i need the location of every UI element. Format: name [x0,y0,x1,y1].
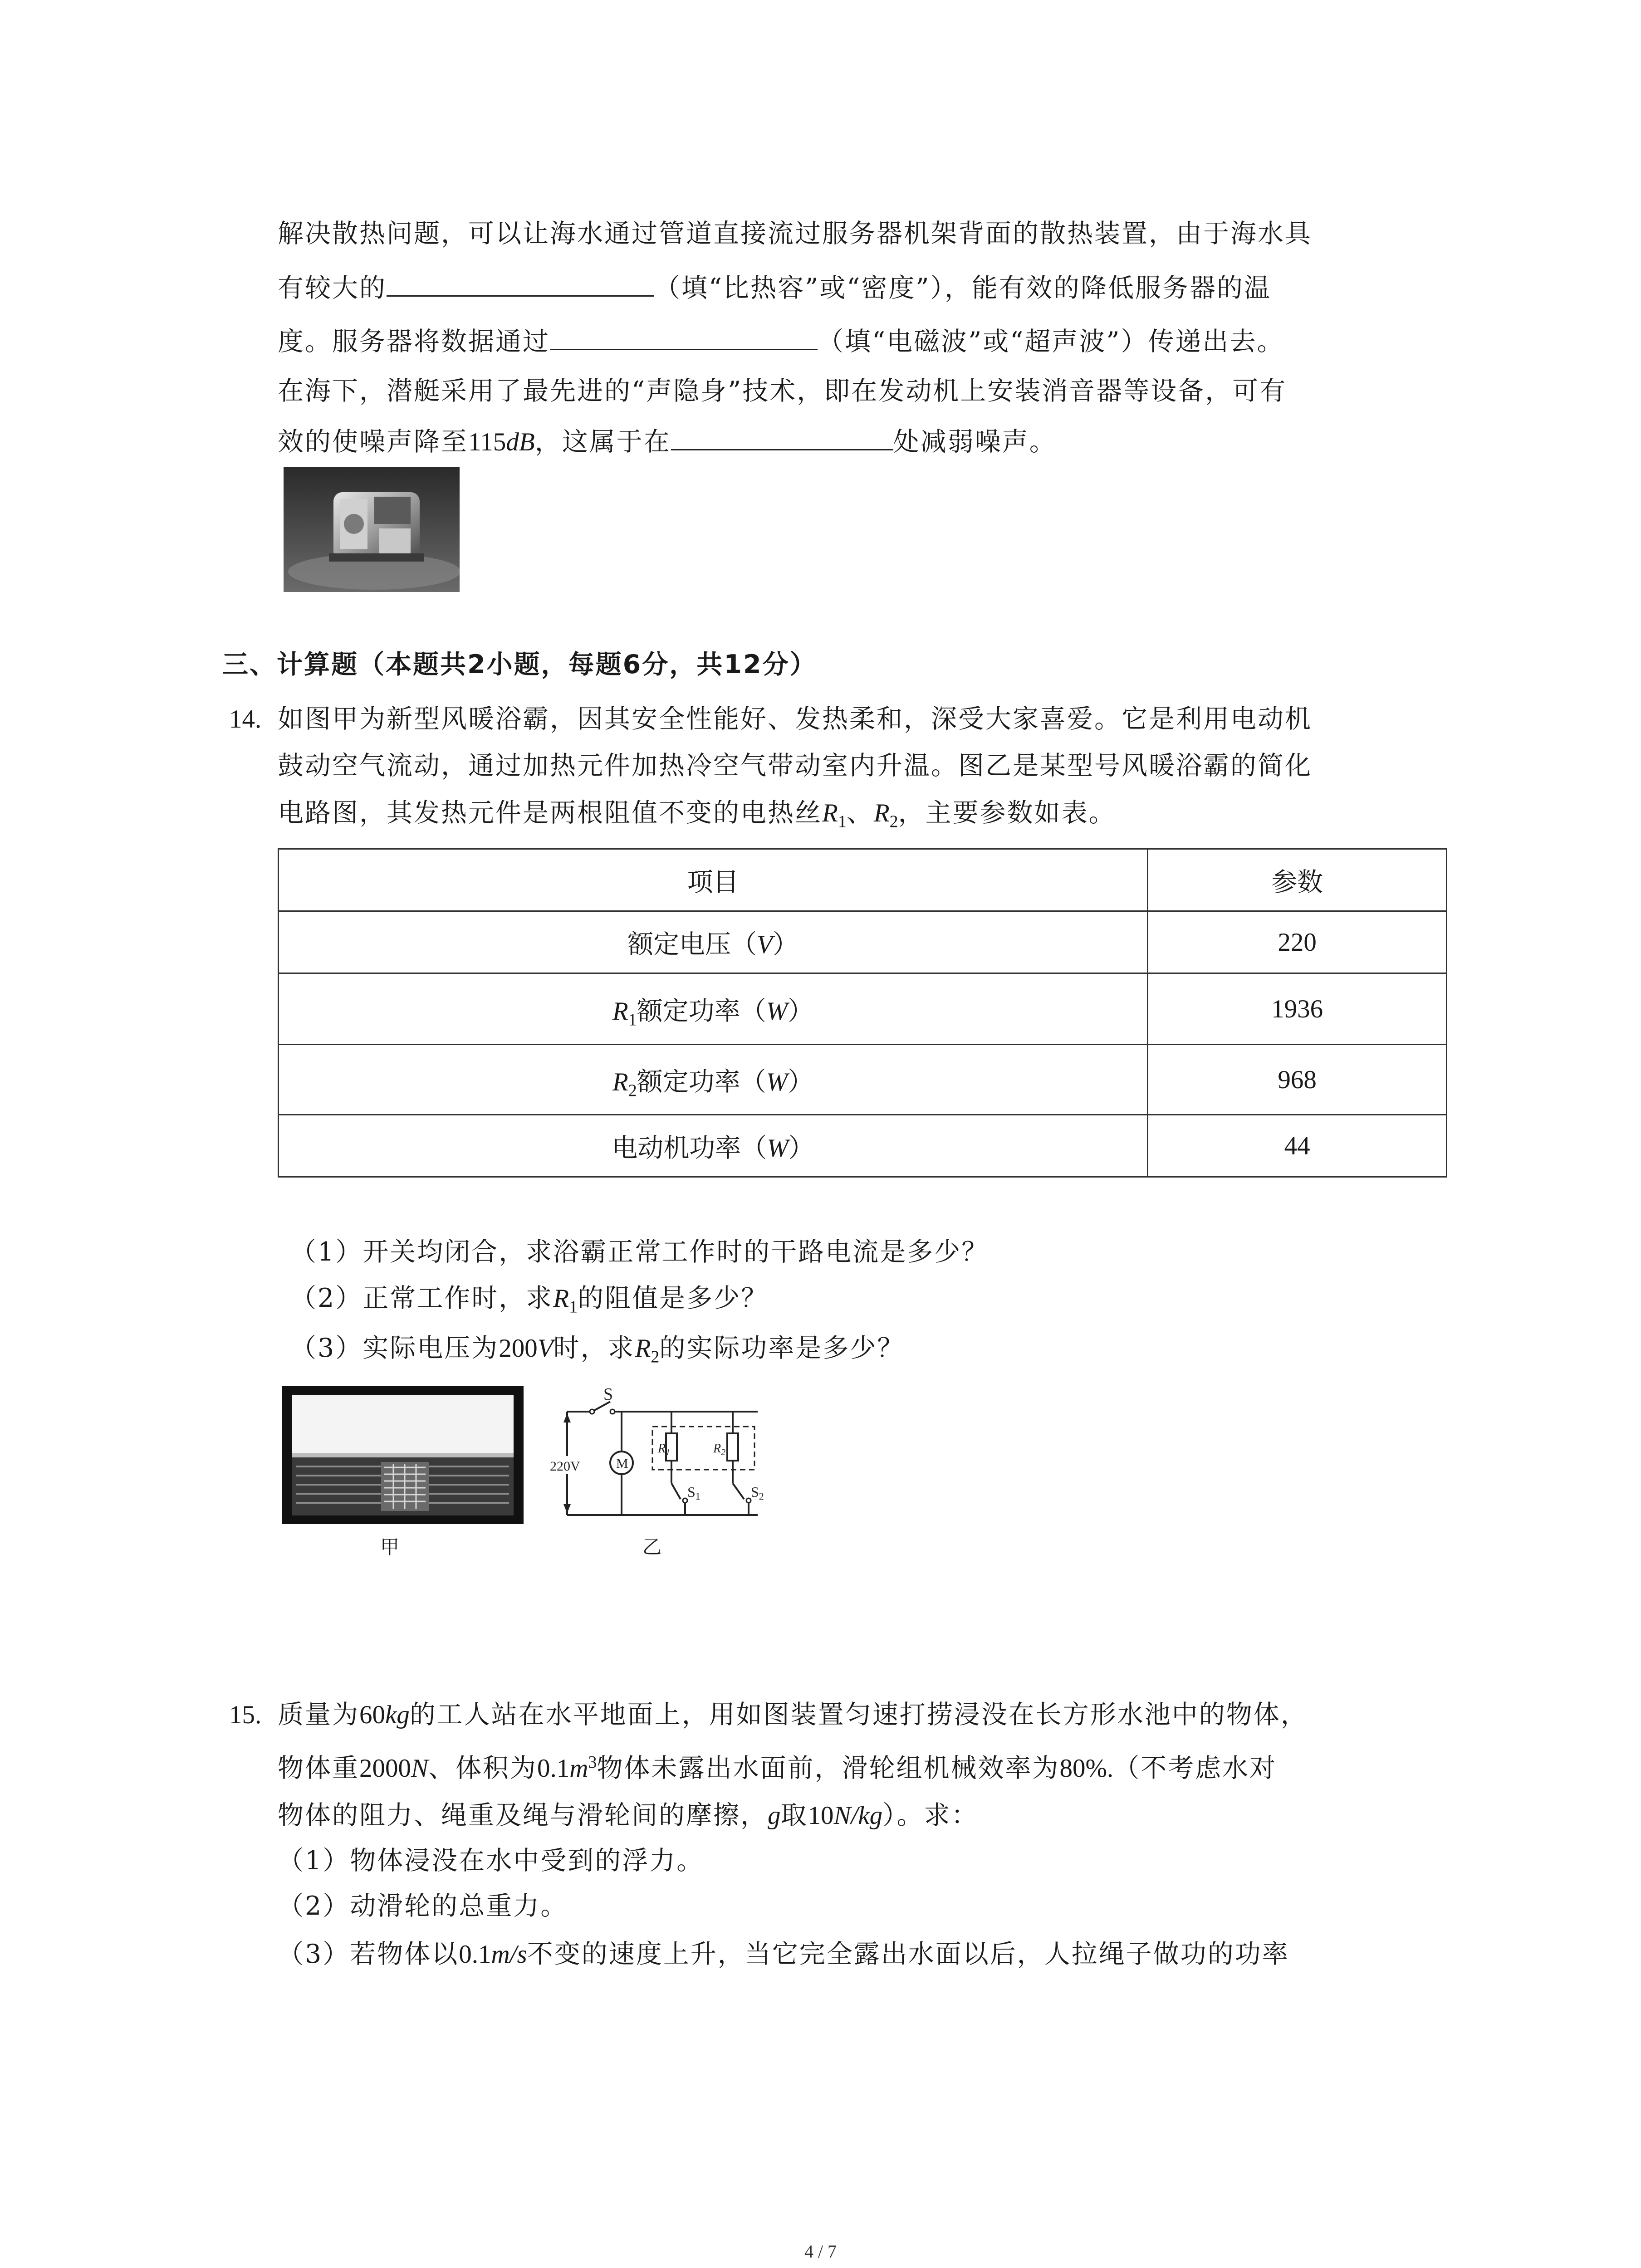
table-cell [1148,911,1447,973]
q14-sub-3 [290,1330,904,1367]
q14-unit: V [537,1334,554,1363]
q13-text: ，这属于在 [534,427,671,457]
table-cell [1148,1115,1447,1177]
q15-text: 的工人站在水平地面上，用如图装置匀速打捞浸没在长方形水池中的物体， [409,1700,1308,1730]
row-label-end: ） [788,996,814,1026]
q13-text: 在海下，潜艇采用了最先进的“声隐身”技术，即在发动机上安装消音器等设备，可有 [278,376,1287,406]
bath-heater-photo [282,1386,524,1524]
q14-text: 如图甲为新型风暖浴霸，因其安全性能好、发热柔和，深受大家喜爱。它是利用电动机 [278,704,1312,734]
q15-value: 60 [359,1701,385,1729]
q14-text: 鼓动空气流动，通过加热元件加热冷空气带动室内升温。图乙是某型号风暖浴霸的简化 [278,751,1312,781]
q14-sub-text: 的阻值是多少？ [578,1283,769,1313]
table-header-cell [1148,849,1447,911]
q15-value: 2000 [359,1754,411,1783]
row-var-sub: 1 [628,1010,637,1030]
var-sub: 1 [569,1297,578,1317]
q14-sub-text: （1）开关均闭合，求浴霸正常工作时的干路电流是多少？ [290,1237,989,1267]
r1-sub-label: 1 [666,1447,671,1457]
page-number-text: 4 / 7 [804,2241,837,2262]
row-label-end: ） [772,929,798,959]
q15-text: ）。求： [882,1800,979,1830]
q15-text: 取 [780,1800,808,1830]
q13-line-4 [278,373,1287,409]
row-label-end: ） [788,1133,814,1163]
q13-text: 处减弱噪声。 [893,427,1057,457]
row-value: 968 [1278,1065,1317,1094]
table-row [279,1115,1447,1177]
q15-text: 物体重 [278,1753,359,1783]
row-unit: V [757,930,773,959]
r2-label: R [713,1442,721,1456]
r1-label: R [658,1442,666,1456]
row-label: 额定电压（ [627,929,757,959]
r2-sub-label: 2 [721,1447,726,1457]
svg-text:S1 [687,1484,700,1502]
s1-sub-label: 1 [695,1491,700,1502]
row-var-sub: 2 [628,1081,637,1100]
q15-text: 质量为 [278,1700,359,1730]
table-row [279,1045,1447,1115]
var-sub: 1 [838,812,847,831]
q15-value: 0.1 [459,1940,491,1969]
q15-value: 0.1 [537,1754,570,1783]
q13-text: 度。服务器将数据通过 [278,327,550,357]
row-label-end: ） [788,1067,814,1097]
q15-sub-text: 不变的速度上升，当它完全露出水面以后，人拉绳子做功的功率 [527,1939,1289,1969]
q15-sub-text: （1）物体浸没在水中受到的浮力。 [278,1846,704,1876]
q14-sub-text: （3）实际电压为 [290,1333,499,1363]
q13-line-5 [278,423,1057,460]
q13-text: 有较大的 [278,273,387,303]
header-item: 项目 [687,867,739,897]
q15-value: 10 [808,1801,834,1830]
answer-blank-1[interactable] [387,269,654,297]
q15-text: 、体积为 [428,1753,538,1783]
q13-text: 效的使噪声降至 [278,427,468,457]
q15-sub-text: （2）动滑轮的总重力。 [278,1891,568,1921]
q13-text: 解决散热问题，可以让海水通过管道直接流过服务器机架背面的散热装置，由于海水具 [278,219,1312,249]
q15-text: 物体未露出水面前，滑轮组机械效率为 [597,1753,1060,1783]
q15-text: 物体的阻力、绳重及绳与滑轮间的摩擦， [278,1800,768,1830]
row-unit: W [766,1068,788,1096]
row-unit: W [766,997,788,1026]
var-sub: 2 [651,1347,660,1367]
q13-text: （填“电磁波”或“超声波”）传递出去。 [818,327,1284,357]
motor-label: M [616,1456,628,1471]
q15-unit: N/kg [833,1801,883,1830]
var-r: R [553,1284,569,1313]
table-cell [279,1115,1148,1177]
row-var: R [612,997,628,1026]
q15-sub-text: （3）若物体以 [278,1939,459,1969]
q15-line-3 [278,1797,979,1834]
table-row [279,973,1447,1045]
table-header-cell [279,849,1148,911]
q14-line-1 [278,701,1312,737]
q15-sub-1 [278,1843,704,1879]
parameter-table [278,848,1447,1178]
var-sub: 2 [889,812,898,831]
q14-sub-text: 时，求 [553,1333,635,1363]
q13-line-3 [278,323,1284,360]
engine-photo [284,467,460,592]
var-r: R [822,799,838,827]
q15-sub-2 [278,1888,568,1924]
q15-unit: N [411,1754,429,1783]
svg-text:R1 [657,1442,670,1457]
q15-unit: m [569,1754,588,1783]
svg-text:S2 [751,1484,764,1502]
q15-number [229,1696,261,1733]
q15-text: （不考虑水对 [1113,1753,1277,1783]
circuit-diagram [549,1383,767,1524]
s2-sub-label: 2 [759,1491,764,1502]
table-cell [279,911,1148,973]
row-var: R [612,1068,628,1096]
header-param: 参数 [1271,867,1323,897]
row-label: 额定功率（ [637,1067,766,1097]
q15-sub-3 [278,1936,1289,1973]
q14-text: 、 [846,798,874,828]
section-3-heading [222,646,817,683]
q13-line-1 [278,215,1312,252]
row-unit: W [767,1134,789,1163]
s1-label: S [687,1484,696,1500]
q14-line-3 [278,795,1116,831]
q15-value: 80%. [1059,1754,1114,1783]
q15-number-text: 15. [229,1701,262,1729]
q15-unit: m/s [491,1940,527,1969]
figure-a-caption [380,1532,399,1559]
answer-blank-2[interactable] [550,323,818,350]
page-number [0,2241,1641,2262]
var-r: R [873,799,890,827]
table-cell [1148,1045,1447,1115]
figure-b-caption [642,1532,661,1559]
q14-sub-text: （2）正常工作时，求 [290,1283,554,1313]
q14-text: 电路图，其发热元件是两根阻值不变的电热丝 [278,798,822,828]
row-label: 额定功率（ [637,996,766,1026]
table-cell [1148,973,1447,1045]
table-row [279,911,1447,973]
q13-unit: dB [506,428,535,456]
voltage-label: 220V [550,1459,580,1474]
q15-var-g: g [768,1801,781,1830]
q15-unit: kg [385,1701,410,1729]
table-cell [279,973,1148,1045]
section-3-title: 三、计算题（本题共2小题，每题6分，共12分） [222,650,817,679]
q14-sub-text: 的实际功率是多少？ [659,1333,905,1363]
row-label: 电动机功率（ [612,1133,767,1163]
q14-line-2 [278,748,1312,784]
row-value: 44 [1284,1131,1310,1160]
s2-label: S [751,1484,759,1500]
row-value: 1936 [1271,994,1323,1023]
table-header-row [279,849,1447,911]
q15-sup: 3 [588,1753,597,1772]
q14-value: 200 [499,1334,538,1363]
figure-a-caption-text: 甲 [380,1536,400,1558]
row-value: 220 [1278,928,1317,957]
q14-text: ，主要参数如表。 [898,798,1116,828]
var-r: R [635,1334,651,1363]
q14-number-text: 14. [229,705,262,733]
table-cell [279,1045,1148,1115]
q15-line-2 [278,1750,1277,1787]
q14-sub-1 [290,1234,989,1270]
q14-sub-2 [290,1280,768,1317]
switch-s-label: S [603,1385,613,1404]
q13-value: 115 [468,428,506,456]
q13-text: （填“比热容”或“密度”），能有效的降低服务器的温 [654,273,1272,303]
q14-number [229,701,261,738]
q15-line-1 [278,1696,1308,1733]
figure-b-caption-text: 乙 [642,1536,662,1558]
q13-line-2 [278,269,1271,306]
svg-text:R2 [713,1442,725,1457]
answer-blank-3[interactable] [671,423,893,450]
